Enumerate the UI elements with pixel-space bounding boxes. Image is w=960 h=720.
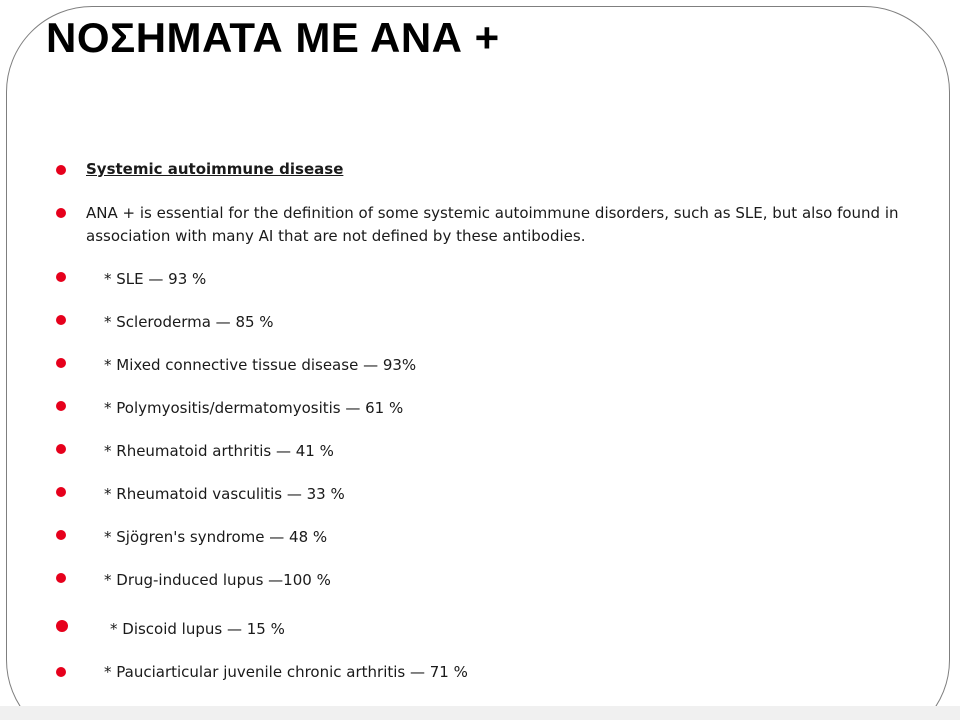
bullet-dot [56,530,66,540]
bullet-dot [56,620,68,632]
bullet-dot [56,573,66,583]
bullet-dot [56,208,66,218]
bullet-dot [56,165,66,175]
list-item: * Sjögren's syndrome — 48 % [104,528,328,546]
bottom-strip [0,706,960,720]
list-item: * Polymyositis/dermatomyositis — 61 % [104,399,404,417]
list-item: * Rheumatoid vasculitis — 33 % [104,485,345,503]
bullet-dot [56,487,66,497]
intro-paragraph: ANA + is essential for the definition of some systemic autoimmune disorders, such as SLE, but also found in association with many AI that are not defined by these antibodies. [86,204,899,245]
section-heading: Systemic autoimmune disease [86,160,344,178]
bullet-dot [56,315,66,325]
list-item: * Scleroderma — 85 % [104,313,274,331]
bullet-dot [56,272,66,282]
bullet-dot [56,401,66,411]
list-item: * Drug-induced lupus —100 % [104,571,331,589]
list-item: * SLE — 93 % [104,270,207,288]
list-item: * Pauciarticular juvenile chronic arthritis — 71 % [104,663,468,681]
bullet-dot [56,444,66,454]
list-item: * Mixed connective tissue disease — 93% [104,356,417,374]
slide-title: ΝΟΣΗΜΑΤΑ ΜΕ ΑΝΑ + [46,14,500,61]
bullet-dot [56,358,66,368]
list-item: * Discoid lupus — 15 % [110,620,285,638]
bullet-dot [56,667,66,677]
list-item: * Rheumatoid arthritis — 41 % [104,442,334,460]
